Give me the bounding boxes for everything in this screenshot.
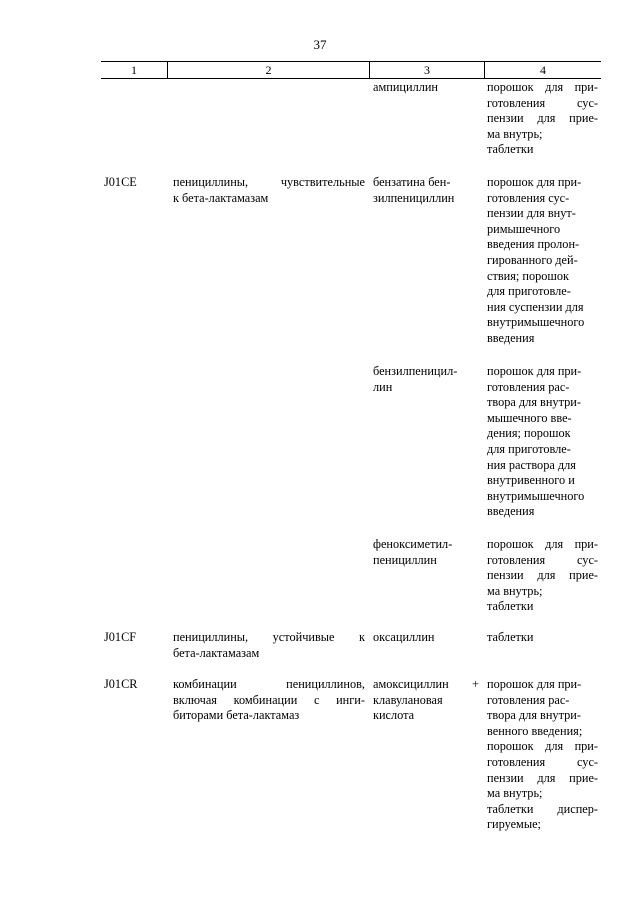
atc-code: J01CE bbox=[104, 175, 137, 189]
drug-name: ампициллин bbox=[373, 80, 438, 94]
group-name: комбинации пенициллинов, включая комбинации с инги- биторами бета-лактамаз bbox=[173, 677, 365, 723]
atc-code: J01CR bbox=[104, 677, 138, 691]
column-2-header: 2 bbox=[265, 63, 272, 77]
table-header bbox=[101, 61, 601, 79]
drug-name: оксациллин bbox=[373, 630, 435, 644]
group-name: пенициллины, устойчивые к бета-лактамазам bbox=[173, 630, 365, 660]
column-4-header: 4 bbox=[540, 63, 546, 77]
dosage-form: порошок для при- готовления сус- пензии для внут- римышечного введения пролон- гированного дей- ствия; порошок для приготовле- ния суспензии для внутримышечного введения bbox=[487, 175, 585, 345]
drug-name: амоксициллин + клавулановая кислота bbox=[373, 677, 479, 723]
drug-name: феноксиметил- пенициллин bbox=[373, 537, 453, 567]
dosage-form: порошок для при- готовления рас- твора для внутри- венного введения; порошок для при- готовления сус- пензии для прие- ма внутрь; таблетки диспер- гируемые; bbox=[487, 677, 598, 832]
group-name: пенициллины, чувствительные к бета-лактамазам bbox=[173, 175, 365, 205]
drug-name: бензатина бен- зилпенициллин bbox=[373, 175, 455, 205]
atc-code: J01CF bbox=[104, 630, 137, 644]
dosage-form: таблетки bbox=[487, 630, 534, 644]
page-number: 37 bbox=[313, 37, 327, 52]
dosage-form: порошок для при- готовления рас- твора для внутри- мышечного вве- дения; порошок для приготовле- ния раствора для внутривенного и внутримышечного введения bbox=[487, 364, 585, 519]
dosage-form: порошок для при- готовления сус- пензии для прие- ма внутрь; таблетки bbox=[487, 80, 598, 157]
drug-name: бензилпеницил- лин bbox=[373, 364, 458, 394]
dosage-form: порошок для при- готовления сус- пензии для прие- ма внутрь; таблетки bbox=[487, 537, 598, 614]
column-3-header: 3 bbox=[424, 63, 430, 77]
column-1-header: 1 bbox=[131, 63, 137, 77]
